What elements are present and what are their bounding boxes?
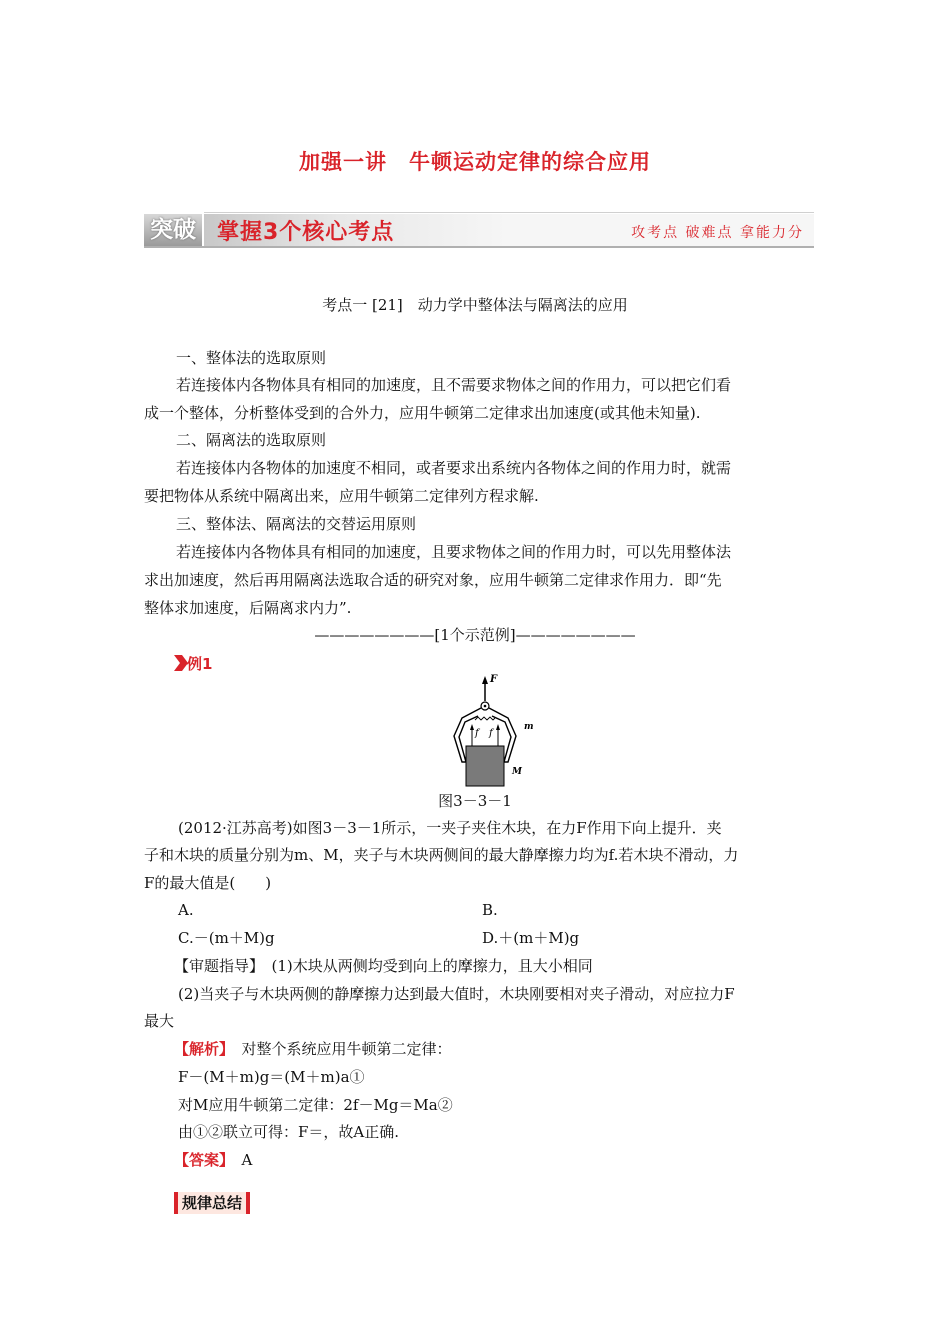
option-a: A. xyxy=(178,901,194,919)
answer-tag: 【答案】 xyxy=(174,1151,227,1169)
equation-1: F－(M＋m)g＝(M＋m)a① xyxy=(178,1068,365,1086)
friction-label-right: f xyxy=(489,728,493,739)
paragraph-line: 若连接体内各物体的加速度不相同，或者要求出系统内各物体之间的作用力时，就需 xyxy=(176,459,732,477)
section-banner xyxy=(144,212,814,248)
clamp-figure xyxy=(440,674,540,794)
mass-label-m: m xyxy=(524,722,534,732)
analysis-text: 对整个系统应用牛顿第二定律： xyxy=(226,1040,452,1058)
paragraph-line: 要把物体从系统中隔离出来，应用牛顿第二定律列方程求解. xyxy=(144,487,539,505)
banner-main-label: 掌握3个核心考点 xyxy=(217,220,395,245)
force-label-F: F xyxy=(490,674,498,685)
analysis-tag: 【解析】 xyxy=(174,1040,227,1058)
paragraph-line: 成一个整体，分析整体受到的合外力，应用牛顿第二定律求出加速度(或其他未知量). xyxy=(144,404,701,422)
paragraph-line: 求出加速度，然后再用隔离法选取合适的研究对象，应用牛顿第二定律求作用力．即“先 xyxy=(144,571,722,589)
example-label-text: 例1 xyxy=(187,655,213,673)
guide-line-3: 最大 xyxy=(144,1012,175,1030)
guide-line-1 xyxy=(174,956,846,976)
problem-line: 子和木块的质量分别为m、M，夹子与木块两侧间的最大静摩擦力均为f.若木块不滑动，力 xyxy=(144,846,739,864)
equation-3: 由①②联立可得：F＝，故A正确. xyxy=(178,1123,400,1141)
option-b: B. xyxy=(482,901,498,919)
example-divider: ————————[1个示范例]———————— xyxy=(314,626,636,644)
paragraph-line: 三、整体法、隔离法的交替运用原则 xyxy=(176,515,417,533)
example-badge-icon xyxy=(174,653,230,673)
paragraph-line: 若连接体内各物体具有相同的加速度，且不需要求物体之间的作用力，可以把它们看 xyxy=(176,376,732,394)
option-c: C.－(m＋M)g xyxy=(178,929,275,947)
equation-2: 对M应用牛顿第二定律：2f－Mg＝Ma② xyxy=(178,1096,453,1114)
example-label xyxy=(174,653,222,673)
section-heading: 考点一 [21] 动力学中整体法与隔离法的应用 xyxy=(322,296,628,314)
friction-label-left: f xyxy=(475,728,479,739)
paragraph-line: 一、整体法的选取原则 xyxy=(176,349,327,367)
banner-left-label: 突破 xyxy=(144,214,202,246)
guide-text-1: (1)木块从两侧均受到向上的摩擦力，且大小相同 xyxy=(256,957,593,975)
banner-top-line xyxy=(204,212,814,213)
figure-caption: 图3－3－1 xyxy=(438,792,512,810)
rule-summary-label: 规律总结 xyxy=(174,1192,250,1214)
banner-right-label: 攻考点 破难点 拿能力分 xyxy=(631,225,804,241)
paragraph-line: 若连接体内各物体具有相同的加速度，且要求物体之间的作用力时，可以先用整体法 xyxy=(176,543,732,561)
page-title: 加强一讲 牛顿运动定律的综合应用 xyxy=(299,150,651,174)
answer-line xyxy=(174,1150,846,1170)
option-d: D.＋(m＋M)g xyxy=(482,929,580,947)
problem-line: (2012·江苏高考)如图3－3－1所示，一夹子夹住木块，在力F作用下向上提升．夹 xyxy=(178,819,722,837)
problem-line: F的最大值是( ) xyxy=(144,874,272,892)
banner-underline xyxy=(144,246,814,248)
paragraph-line: 二、隔离法的选取原则 xyxy=(176,431,327,449)
guide-line-2: (2)当夹子与木块两侧的静摩擦力达到最大值时，木块刚要相对夹子滑动，对应拉力F xyxy=(178,985,735,1003)
mass-label-M: M xyxy=(512,767,522,777)
analysis-line xyxy=(174,1039,846,1059)
paragraph-line: 整体求加速度，后隔离求内力”. xyxy=(144,599,352,617)
guide-tag: 【审题指导】 xyxy=(174,957,257,975)
block-M xyxy=(466,746,504,786)
answer-value: A xyxy=(226,1151,253,1169)
